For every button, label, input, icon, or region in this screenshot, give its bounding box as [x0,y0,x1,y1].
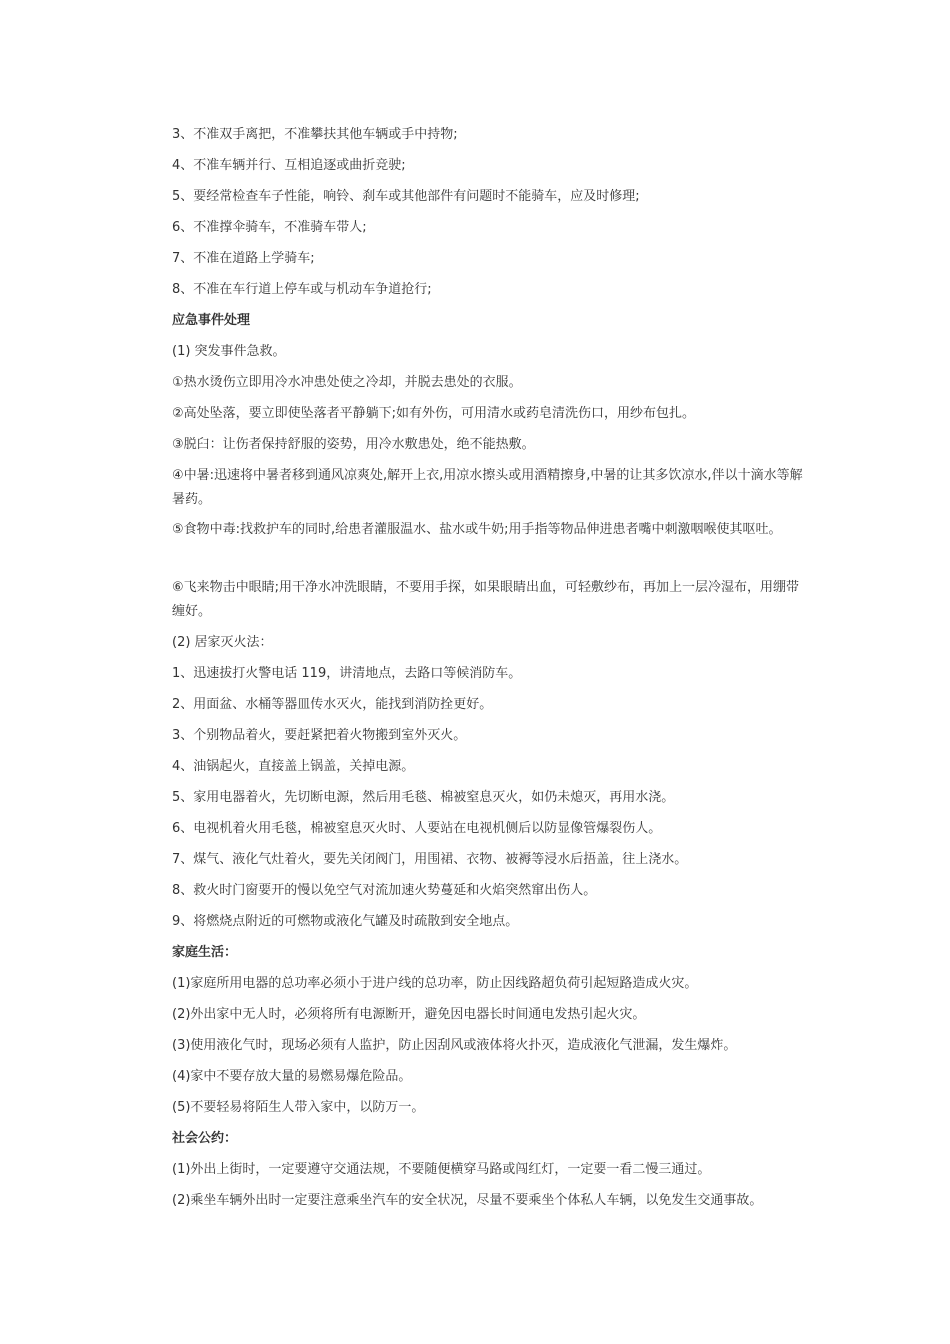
fire-tip-1: 1、迅速拔打火警电话 119，讲清地点，去路口等候消防车。 [172,666,522,681]
fire-tip-3: 3、个别物品着火，要赶紧把着火物搬到室外灭火。 [172,728,467,743]
social-convention-2: (2)乘坐车辆外出时一定要注意乘坐汽车的安全状况，尽量不要乘坐个体私人车辆，以免发生交通事故。 [172,1193,763,1208]
fire-tip-4: 4、油锅起火，直接盖上锅盖，关掉电源。 [172,759,415,774]
first-aid-heatstroke: ④中暑:迅速将中暑者移到通风凉爽处,解开上衣,用凉水擦头或用酒精擦身,中暑的让其多饮凉水,伴以十滴水等解暑药。 [172,468,803,507]
home-life-4: (4)家中不要存放大量的易燃易爆危险品。 [172,1069,412,1084]
section-heading-home-life: 家庭生活： [172,945,238,960]
home-fire-title: (2) 居家灭火法： [172,635,273,650]
home-life-1: (1)家庭所用电器的总功率必须小于进户线的总功率，防止因线路超负荷引起短路造成火灾。 [172,976,698,991]
fire-tip-7: 7、煤气、液化气灶着火，要先关闭阀门，用围裙、衣物、被褥等浸水后捂盖，往上浇水。 [172,852,688,867]
fire-tip-5: 5、家用电器着火，先切断电源，然后用毛毯、棉被窒息灭火，如仍未熄灭，再用水浇。 [172,790,675,805]
bike-rule-5: 5、要经常检查车子性能，响铃、刹车或其他部件有问题时不能骑车，应及时修理; [172,189,640,204]
first-aid-food-poisoning: ⑤食物中毒:找救护车的同时,给患者灌服温水、盐水或牛奶;用手指等物品伸进患者嘴中刺激咽喉使其呕吐。 [172,522,782,537]
first-aid-dislocation: ③脱臼：让伤者保持舒服的姿势，用冷水敷患处，绝不能热敷。 [172,437,535,452]
section-heading-emergency: 应急事件处理 [172,313,251,328]
fire-tip-2: 2、用面盆、水桶等器皿传水灭火，能找到消防拴更好。 [172,697,493,712]
first-aid-eye-injury: ⑥飞来物击中眼睛;用干净水冲洗眼睛，不要用手探，如果眼睛出血，可轻敷纱布，再加上一层冷湿布，用绷带缠好。 [172,580,800,619]
bike-rule-4: 4、不准车辆并行、互相追逐或曲折竞驶; [172,158,406,173]
home-life-3: (3)使用液化气时，现场必须有人监护，防止因刮风或液体将火扑灭，造成液化气泄漏，发生爆炸。 [172,1038,737,1053]
social-convention-1: (1)外出上街时，一定要遵守交通法规，不要随便横穿马路或闯红灯，一定要一看二慢三通过。 [172,1162,711,1177]
bike-rule-7: 7、不准在道路上学骑车; [172,251,315,266]
fire-tip-6: 6、电视机着火用毛毯，棉被窒息灭火时、人要站在电视机侧后以防显像管爆裂伤人。 [172,821,662,836]
fire-tip-9: 9、将燃烧点附近的可燃物或液化气罐及时疏散到安全地点。 [172,914,519,929]
first-aid-fall: ②高处坠落，要立即使坠落者平静躺下;如有外伤，可用清水或药皂清洗伤口，用纱布包扎。 [172,406,696,421]
first-aid-burn: ①热水烫伤立即用冷水冲患处使之冷却，并脱去患处的衣服。 [172,375,522,390]
home-life-5: (5)不要轻易将陌生人带入家中，以防万一。 [172,1100,425,1115]
bike-rule-3: 3、不准双手离把，不准攀扶其他车辆或手中持物; [172,127,458,142]
bike-rule-6: 6、不准撑伞骑车，不准骑车带人; [172,220,367,235]
emergency-first-aid-title: (1) 突发事件急救。 [172,344,286,359]
section-heading-social-convention: 社会公约： [172,1131,238,1146]
bike-rule-8: 8、不准在车行道上停车或与机动车争道抢行; [172,282,432,297]
fire-tip-8: 8、救火时门窗要开的慢以免空气对流加速火势蔓延和火焰突然窜出伤人。 [172,883,597,898]
home-life-2: (2)外出家中无人时，必须将所有电源断开，避免因电器长时间通电发热引起火灾。 [172,1007,646,1022]
